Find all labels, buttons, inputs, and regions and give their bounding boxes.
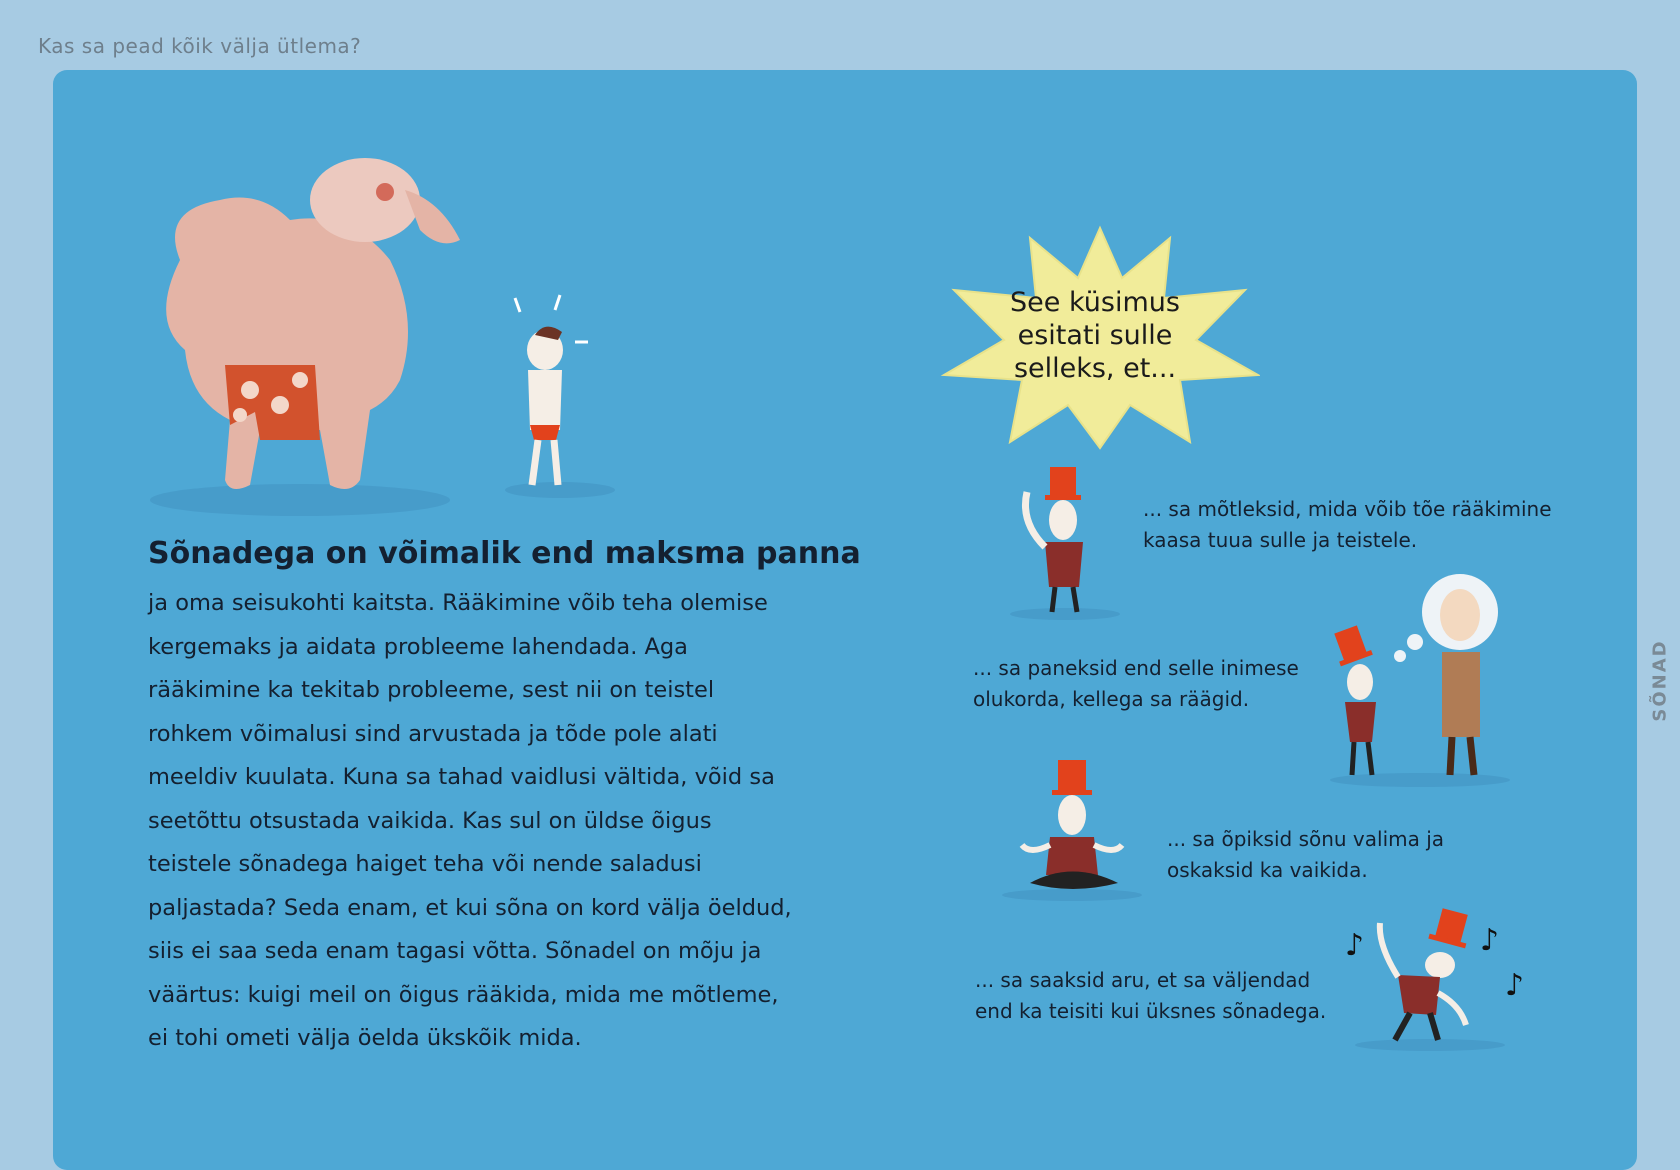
hairy-giant-illustration <box>140 150 470 520</box>
caption-3: ... sa õpiksid sõnu valima ja oskaksid ka vaikida. <box>1167 827 1445 882</box>
svg-text:♪: ♪ <box>1345 928 1365 963</box>
hat-character-thinking <box>1320 570 1510 790</box>
svg-text:♪: ♪ <box>1480 923 1500 958</box>
starburst-text: See küsimus esitati sulle selleks, et... <box>1010 287 1180 384</box>
hat-character-meditating <box>1000 755 1150 905</box>
caption-1: ... sa mõtleksid, mida võib tõe rääkimine kaasa tuua sulle ja teistele. <box>1143 497 1552 552</box>
svg-text:♪: ♪ <box>1505 968 1525 1003</box>
caption-2: ... sa paneksid end selle inimese olukorda, kellega sa räägid. <box>973 656 1299 711</box>
main-body-text: ja oma seisukohti kaitsta. Rääkimine võib teha olemise kergemaks ja aidata probleeme lahendada. Aga rääkimine ka tekitab probleeme, sest nii on teistel rohkem võimalusi sind arvustada ja tõde pole alati meeldiv kuulata. Kuna sa tahad vaidlusi vältida, võid sa seetõttu otsustada vaikida. Kas sul on üldse õigus teistele sõnadega haiget teha või nende saladusi paljastada? Seda enam, et kui sõna on kord välja öeldud, siis ei saa seda enam tagasi võtta. Sõnadel on mõju ja väärtus: kuigi meil on õigus rääkida, mida me mõtleme, ei tohi ometi välja öelda ükskõik mida. <box>148 590 792 1051</box>
chapter-tab-label: SÕNAD <box>1649 638 1671 722</box>
page-title: Kas sa pead kõik välja ütlema? <box>38 34 362 58</box>
caption-4: ... sa saaksid aru, et sa väljendad end ka teisiti kui üksnes sõnadega. <box>975 968 1327 1023</box>
small-swimmer-illustration <box>500 290 620 500</box>
main-headline: Sõnadega on võimalik end maksma panna <box>148 536 861 571</box>
hat-character-dancing <box>1340 905 1530 1055</box>
chapter-tab[interactable] <box>1646 630 1674 730</box>
hat-character-waving <box>1005 462 1125 622</box>
